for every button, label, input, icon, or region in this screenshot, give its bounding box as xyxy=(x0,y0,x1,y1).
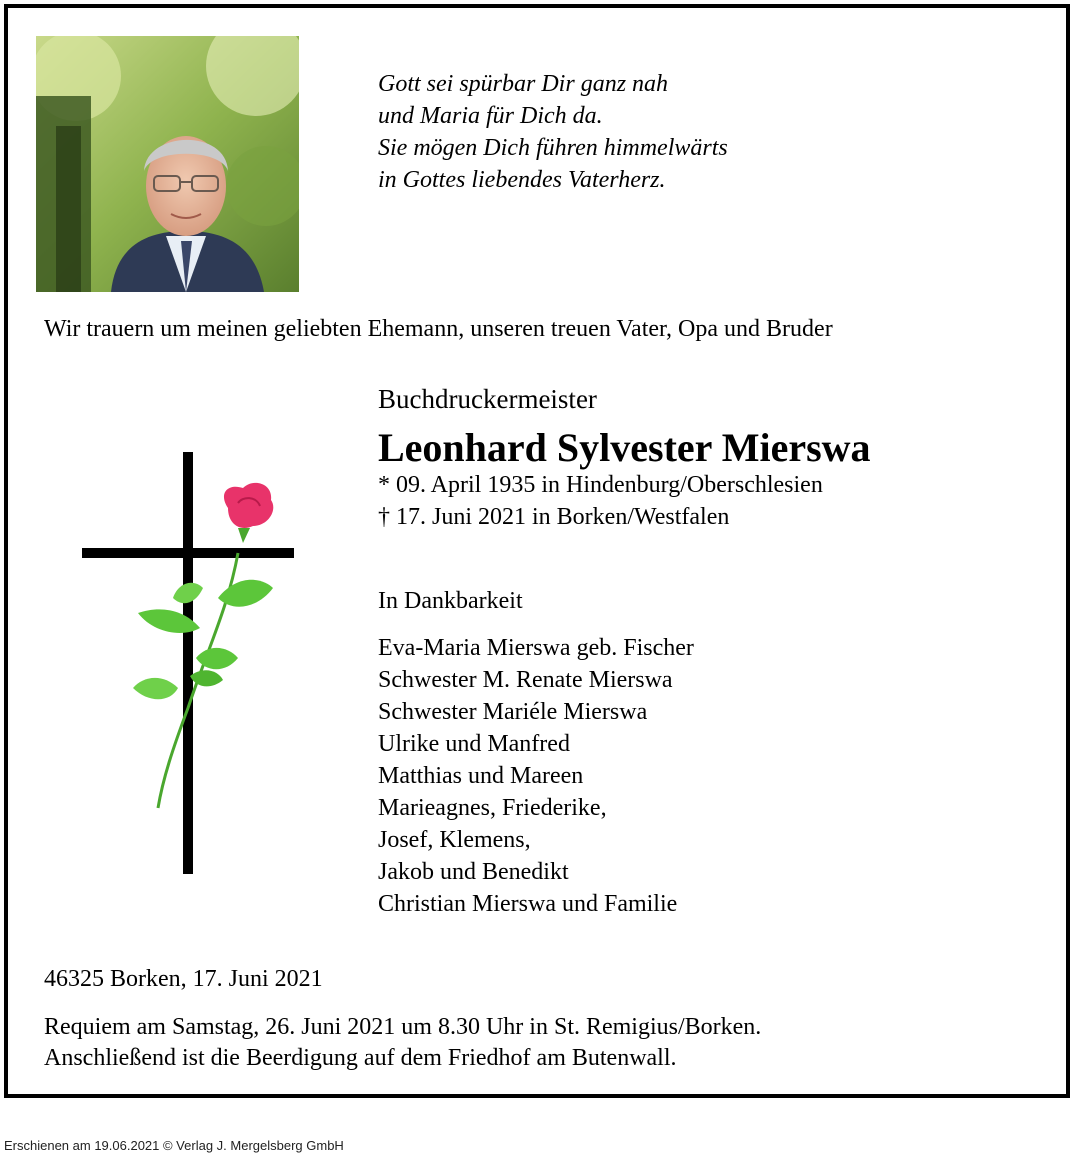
thanks-heading: In Dankbarkeit xyxy=(378,588,523,614)
mourner-name: Matthias und Mareen xyxy=(378,763,584,789)
mourner-name: Marieagnes, Friederike, xyxy=(378,795,607,821)
burial-line: Anschließend ist die Beerdigung auf dem Friedhof am Butenwall. xyxy=(44,1045,677,1071)
mourner-name: Josef, Klemens, xyxy=(378,827,531,853)
mourner-name: Schwester Mariéle Mierswa xyxy=(378,699,648,725)
verse-line: in Gottes liebendes Vaterherz. xyxy=(378,167,666,193)
place-and-date: 46325 Borken, 17. Juni 2021 xyxy=(44,966,323,992)
verse-line: Gott sei spürbar Dir ganz nah xyxy=(378,71,669,97)
mourner-name: Schwester M. Renate Mierswa xyxy=(378,667,673,693)
death-date: † 17. Juni 2021 in Borken/Westfalen xyxy=(378,504,730,530)
mourning-intro: Wir trauern um meinen geliebten Ehemann, unseren treuen Vater, Opa und Bruder xyxy=(44,316,833,342)
requiem-line: Requiem am Samstag, 26. Juni 2021 um 8.30 Uhr in St. Remigius/Borken. xyxy=(44,1014,762,1040)
verse-line: und Maria für Dich da. xyxy=(378,103,603,129)
verse xyxy=(378,68,728,196)
mourner-name: Jakob und Benedikt xyxy=(378,859,569,885)
deceased-name: Leonhard Sylvester Mierswa xyxy=(378,425,871,470)
deceased-occupation: Buchdruckermeister xyxy=(378,384,597,414)
verse-line: Sie mögen Dich führen himmelwärts xyxy=(378,135,728,161)
mourner-name: Ulrike und Manfred xyxy=(378,731,570,757)
mourner-name: Christian Mierswa und Familie xyxy=(378,891,678,917)
mourner-name: Eva-Maria Mierswa geb. Fischer xyxy=(378,635,694,661)
portrait-photo xyxy=(36,36,299,292)
publication-footer: Erschienen am 19.06.2021 © Verlag J. Mergelsberg GmbH xyxy=(4,1138,344,1153)
obituary-notice xyxy=(4,4,1070,1098)
birth-date: * 09. April 1935 in Hindenburg/Oberschlesien xyxy=(378,472,823,498)
mourners-list xyxy=(378,632,694,920)
service-details xyxy=(44,1012,761,1074)
cross-with-rose-image xyxy=(78,448,308,888)
